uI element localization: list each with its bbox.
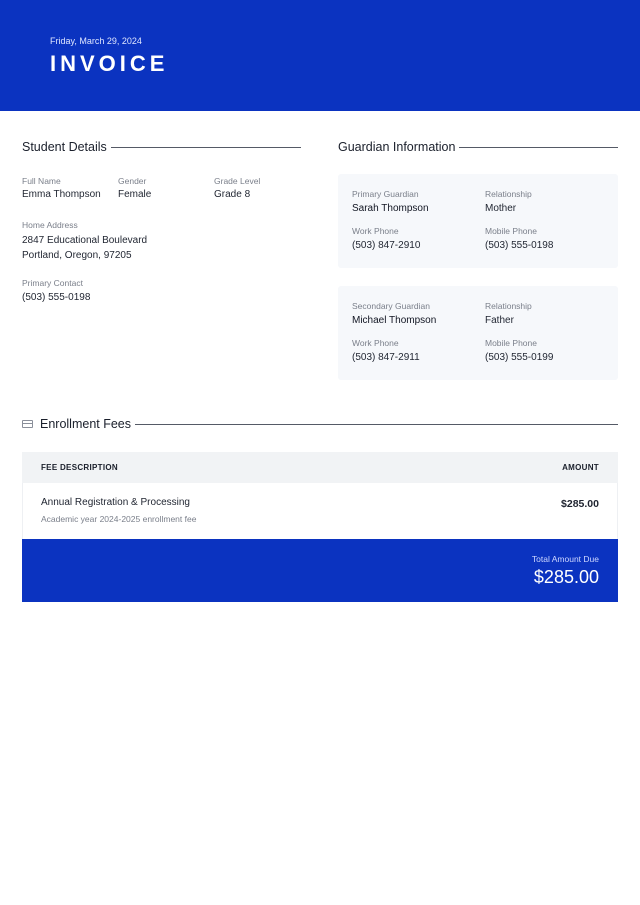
mobile-phone-value: (503) 555-0199 — [485, 352, 554, 363]
gender-value: Female — [118, 189, 152, 200]
guardian-role-label: Secondary Guardian — [352, 301, 430, 311]
work-phone-label: Work Phone — [352, 226, 399, 236]
guardian-info-title: Guardian Information — [338, 140, 456, 154]
grade-level-label: Grade Level — [214, 176, 261, 186]
primary-contact-value: (503) 555-0198 — [22, 292, 91, 303]
table-header — [22, 452, 618, 483]
invoice-date: Friday, March 29, 2024 — [50, 36, 142, 46]
mobile-phone-label: Mobile Phone — [485, 338, 537, 348]
guardian-name: Michael Thompson — [352, 315, 437, 326]
divider — [135, 424, 618, 425]
fees-table — [22, 452, 618, 602]
relationship-value: Mother — [485, 203, 517, 214]
guardian-info-heading — [338, 140, 618, 154]
fee-amount: $285.00 — [561, 498, 599, 510]
total-value: $285.00 — [533, 567, 599, 587]
guardian-card-primary — [338, 174, 618, 268]
guardian-name: Sarah Thompson — [352, 203, 429, 214]
column-header-amount: AMOUNT — [562, 463, 599, 472]
grade-level-value: Grade 8 — [214, 189, 251, 200]
student-details-heading — [22, 140, 301, 154]
relationship-label: Relationship — [485, 301, 532, 311]
divider — [459, 147, 618, 148]
mobile-phone-value: (503) 555-0198 — [485, 240, 554, 251]
guardian-role-label: Primary Guardian — [352, 189, 419, 199]
student-details-title: Student Details — [22, 140, 107, 154]
divider — [111, 147, 301, 148]
full-name-label: Full Name — [22, 176, 61, 186]
address-line-1: 2847 Educational Boulevard — [22, 235, 148, 246]
guardian-card-secondary — [338, 286, 618, 380]
gender-label: Gender — [118, 176, 147, 186]
enrollment-fees-title: Enrollment Fees — [40, 417, 132, 431]
mobile-phone-label: Mobile Phone — [485, 226, 537, 236]
invoice-header — [0, 0, 640, 111]
fee-subtitle: Academic year 2024-2025 enrollment fee — [41, 514, 197, 524]
work-phone-value: (503) 847-2910 — [352, 240, 421, 251]
primary-contact-label: Primary Contact — [22, 278, 83, 288]
total-bar — [22, 539, 618, 602]
address-line-2: Portland, Oregon, 97205 — [22, 250, 132, 261]
total-label: Total Amount Due — [531, 554, 599, 564]
relationship-value: Father — [485, 315, 514, 326]
column-header-description: FEE DESCRIPTION — [41, 463, 118, 472]
home-address-label: Home Address — [22, 220, 78, 230]
relationship-label: Relationship — [485, 189, 532, 199]
enrollment-fees-heading — [40, 417, 618, 431]
fee-title: Annual Registration & Processing — [41, 497, 190, 508]
invoice-title: INVOICE — [50, 51, 169, 76]
credit-card-icon — [22, 420, 33, 428]
full-name-value: Emma Thompson — [22, 189, 101, 200]
work-phone-value: (503) 847-2911 — [352, 352, 420, 363]
work-phone-label: Work Phone — [352, 338, 399, 348]
table-row — [22, 483, 618, 539]
